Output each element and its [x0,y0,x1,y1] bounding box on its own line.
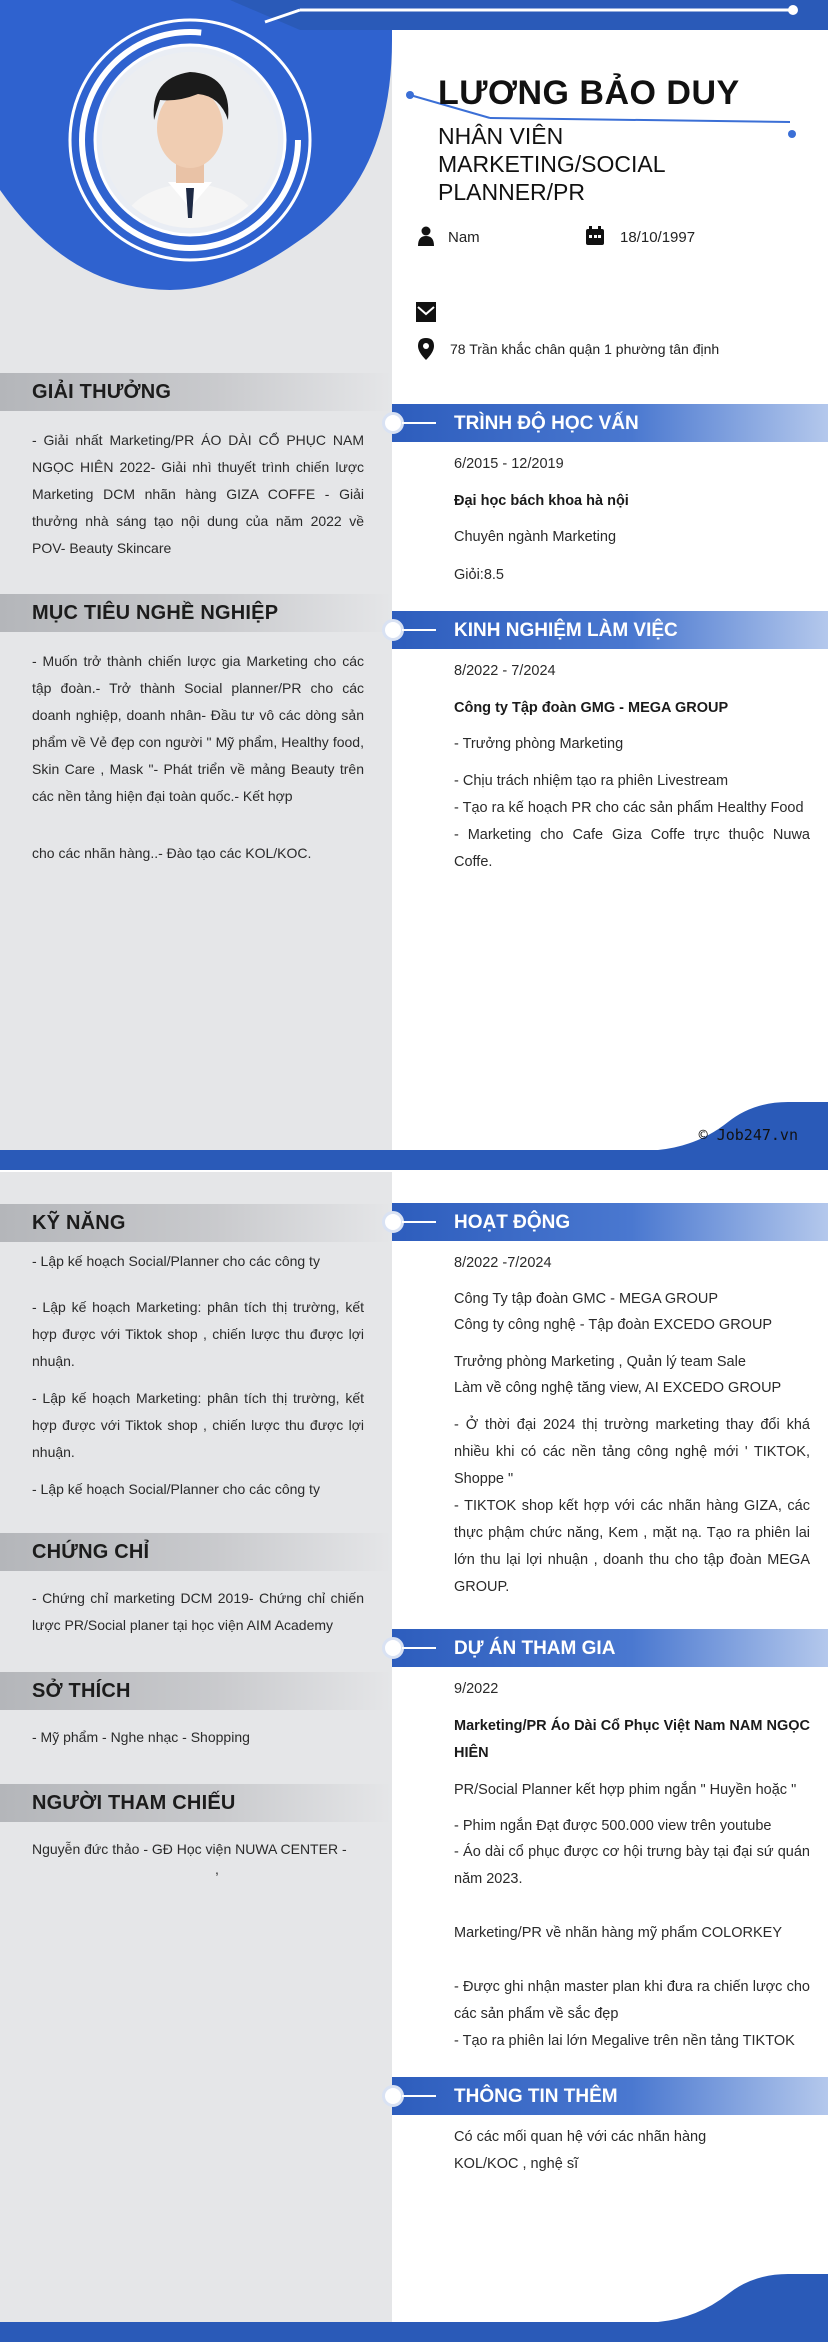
awards-heading: GIẢI THƯỞNG [0,373,392,411]
address-value: 78 Trần khắc chân quận 1 phường tân định [450,341,720,357]
activities-desc: - TIKTOK shop kết hợp với các nhãn hàng GIZA, các thực phậm chức năng, Kem , mặt nạ. Tạo ra phiên lai lớn thu lại lợi nhuận , doanh thu cho tập đoàn MEGA GROUP. [454,1498,810,1595]
email-icon [416,302,436,322]
education-heading [392,404,828,442]
cv-page-1 [0,0,828,1170]
project-bullet: - Áo dài cổ phục được cơ hội trưng bày tại đại sứ quán năm 2023. [454,1844,810,1887]
awards-text: - Giải nhất Marketing/PR ÁO DÀI CỔ PHỤC NAM NGỌC HIÊN 2022- Giải nhì thuyết trình chiến lược Marketing DCM nhãn hàng GIZA COFFE - Giải thưởng nhà sáng tạo nội dung của năm 2022 về POV- Beauty Skincare [32,432,364,556]
activities-role: Làm về công nghệ tăng view, AI EXCEDO GROUP [454,1380,782,1396]
project-bullet: - Được ghi nhận master plan khi đưa ra chiến lược cho các sản phẩm về sắc đẹp [454,1979,810,2022]
timeline-dot [382,619,404,641]
education-period: 6/2015 - 12/2019 [454,456,564,472]
footer-decoration [658,2274,828,2322]
project-period: 9/2022 [454,1681,499,1697]
experience-company: Công ty Tập đoàn GMG - MEGA GROUP [454,700,729,716]
activities-desc: - Ở thời đại 2024 thị trường marketing thay đổi khá nhiều khi có các nền tảng công nghệ mới ' TIKTOK, Shoppe " [454,1417,810,1487]
certificates-heading: CHỨNG CHỈ [0,1533,392,1571]
projects-heading [392,1629,828,1667]
gender-value: Nam [448,229,480,246]
skill-item: - Lập kế hoạch Social/Planner cho các công ty [32,1481,320,1497]
candidate-role: NHÂN VIÊN MARKETING/SOCIAL PLANNER/PR [438,123,665,205]
activities-title: HOẠT ĐỘNG [454,1212,571,1233]
calendar-icon [586,226,604,245]
experience-period: 8/2022 - 7/2024 [454,663,556,679]
avatar [98,48,282,232]
activities-role: Trưởng phòng Marketing , Quản lý team Sale [454,1354,746,1370]
experience-duty: - Marketing cho Cafe Giza Coffe trực thuộc Nuwa Coffe. [454,827,810,870]
projects-title: DỰ ÁN THAM GIA [454,1638,616,1659]
hobbies-heading: SỞ THÍCH [0,1672,392,1710]
activities-heading [392,1203,828,1241]
experience-position: - Trưởng phòng Marketing [454,736,624,752]
objective-heading: MỤC TIÊU NGHỀ NGHIỆP [0,594,392,632]
project-bullet: - Tạo ra phiên lai lớn Megalive trên nền tảng TIKTOK [454,2033,795,2049]
activities-period: 8/2022 -7/2024 [454,1255,552,1271]
project-name: Marketing/PR Áo Dài Cổ Phục Việt Nam NAM NGỌC HIÊN [454,1718,810,1761]
footer-bar [0,2322,828,2342]
cv-page-2 [0,1172,828,2342]
project-bullet: - Phim ngắn Đạt được 500.000 view trên youtube [454,1818,772,1834]
experience-title: KINH NGHIỆM LÀM VIỆC [454,620,678,641]
experience-duty: - Tạo ra kế hoạch PR cho các sản phẩm Healthy Food [454,800,804,816]
timeline-dot [382,412,404,434]
skill-item: - Lập kế hoạch Social/Planner cho các công ty [32,1253,320,1269]
objective-text: - Muốn trở thành chiến lược gia Marketing cho các tập đoàn.- Trở thành Social planner/PR cho các doanh nghiệp, doanh nhân- Đầu tư vô các dòng sản phẩm về Vẻ đẹp con người " Mỹ phẩm, Healthy food, Skin Care , Mask "- Phát triển về mảng Beauty trên các nền tảng hiện đại toàn quốc.- Kết hợp [32,653,364,804]
skills-heading: KỸ NĂNG [0,1204,392,1242]
extra-heading [392,2077,828,2115]
timeline-dot [382,2085,404,2107]
dob-value: 18/10/1997 [620,229,696,246]
person-icon [418,226,434,246]
certificates-text: - Chứng chỉ marketing DCM 2019- Chứng chỉ chiến lược PR/Social planer tại học viện AIM Academy [32,1590,364,1633]
experience-heading [392,611,828,649]
experience-duty: - Chịu trách nhiệm tạo ra phiên Livestream [454,773,729,789]
candidate-name: LƯƠNG BẢO DUY [438,74,740,112]
project-sub: PR/Social Planner kết hợp phim ngắn " Huyền hoặc " [454,1782,797,1798]
timeline-dot [382,1637,404,1659]
education-school: Đại học bách khoa hà nội [454,493,629,509]
education-grade: Giỏi:8.5 [454,567,504,583]
skill-item: - Lập kế hoạch Marketing: phân tích thị trường, kết hợp được với Tiktok shop , chiến lược thu được lợi nhuận. [32,1299,364,1369]
timeline-dot [382,1211,404,1233]
activities-org: Công Ty tập đoàn GMC - MEGA GROUP [454,1291,719,1307]
watermark: © Job247.vn [698,1126,798,1144]
extra-text: Có các mối quan hệ với các nhãn hàng KOL/KOC , nghệ sĩ [454,2129,707,2172]
location-pin-icon [418,338,434,360]
skill-item: - Lập kế hoạch Marketing: phân tích thị trường, kết hợp được với Tiktok shop , chiến lược thu được lợi nhuận. [32,1390,364,1460]
objective-text-continued: cho các nhãn hàng..- Đào tạo các KOL/KOC. [32,845,312,861]
activities-org: Công ty công nghệ - Tập đoàn EXCEDO GROUP [454,1317,773,1333]
references-text-continued: , [215,1861,219,1877]
references-text: Nguyễn đức thảo - GĐ Học viện NUWA CENTER - [32,1841,347,1857]
education-major: Chuyên ngành Marketing [454,529,617,545]
education-title: TRÌNH ĐỘ HỌC VẤN [454,413,639,434]
footer-bar [0,1150,828,1170]
hobbies-text: - Mỹ phẩm - Nghe nhạc - Shopping [32,1729,250,1745]
project-name-2: Marketing/PR về nhãn hàng mỹ phẩm COLORKEY [454,1925,783,1941]
references-heading: NGƯỜI THAM CHIẾU [0,1784,392,1822]
extra-title: THÔNG TIN THÊM [454,2086,618,2107]
